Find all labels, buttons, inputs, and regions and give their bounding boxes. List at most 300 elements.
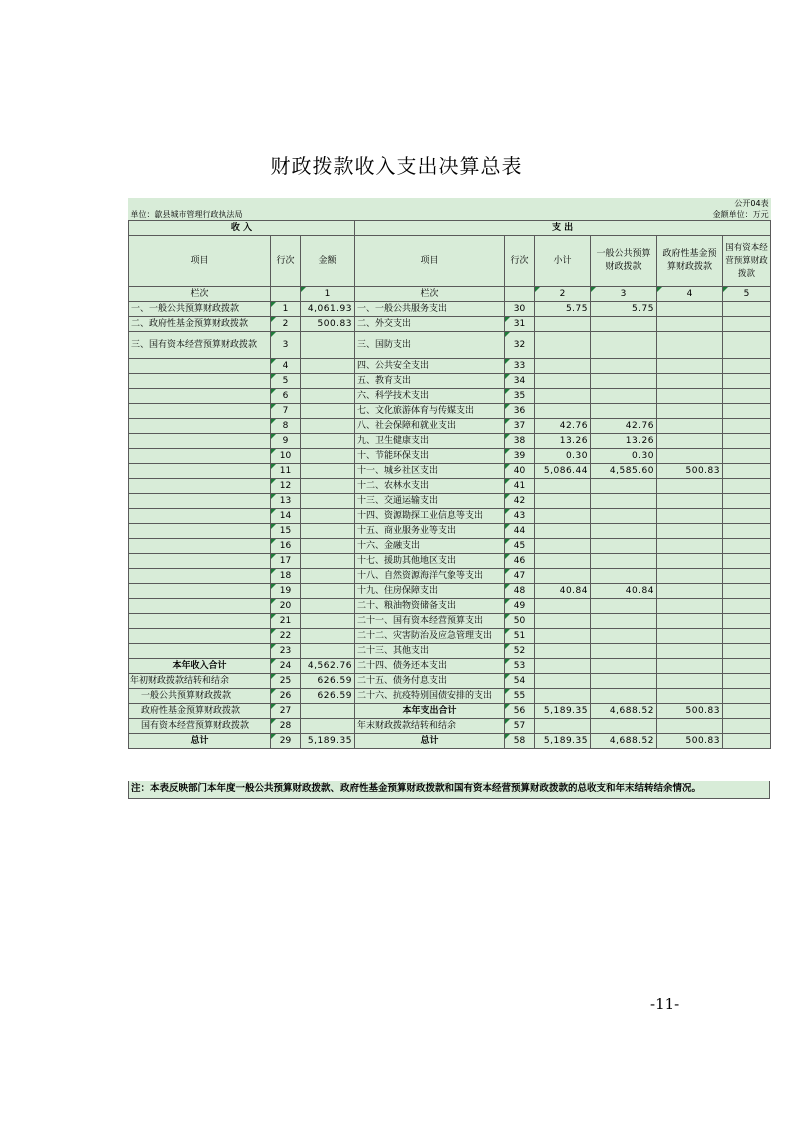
general-budget-amount xyxy=(591,569,657,584)
expense-row-no: 54 xyxy=(505,674,535,689)
table-row xyxy=(129,734,771,749)
income-amount xyxy=(301,644,355,659)
section-header-row xyxy=(129,221,771,236)
expense-item: 十、节能环保支出 xyxy=(355,449,505,464)
income-item: 总计 xyxy=(129,734,271,749)
income-row-no: 2 xyxy=(271,317,301,332)
income-row-no: 26 xyxy=(271,689,301,704)
expense-subtotal: 5,189.35 xyxy=(535,734,591,749)
col-index-1: 1 xyxy=(301,287,355,302)
state-capital-amount xyxy=(723,479,771,494)
state-capital-amount xyxy=(723,449,771,464)
income-row-no: 1 xyxy=(271,302,301,317)
income-row-no: 5 xyxy=(271,374,301,389)
general-budget-amount xyxy=(591,404,657,419)
gov-fund-amount xyxy=(657,449,723,464)
expense-row-no: 31 xyxy=(505,317,535,332)
expense-row-no: 32 xyxy=(505,332,535,359)
expense-item: 六、科学技术支出 xyxy=(355,389,505,404)
table-row xyxy=(129,419,771,434)
income-row-no: 16 xyxy=(271,539,301,554)
table-row xyxy=(129,629,771,644)
state-capital-amount xyxy=(723,317,771,332)
state-capital-amount xyxy=(723,584,771,599)
expense-row-no: 37 xyxy=(505,419,535,434)
expense-subtotal xyxy=(535,389,591,404)
expense-row-no: 58 xyxy=(505,734,535,749)
expense-row-no: 35 xyxy=(505,389,535,404)
table-row xyxy=(129,719,771,734)
unit-row xyxy=(129,209,771,221)
state-capital-amount xyxy=(723,569,771,584)
income-item: 年初财政拨款结转和结余 xyxy=(129,674,271,689)
table-row xyxy=(129,614,771,629)
general-budget-amount xyxy=(591,332,657,359)
col-income-item: 项目 xyxy=(129,236,271,287)
col-index-3: 3 xyxy=(591,287,657,302)
income-item xyxy=(129,479,271,494)
table-row xyxy=(129,599,771,614)
expense-subtotal xyxy=(535,539,591,554)
expense-item: 四、公共安全支出 xyxy=(355,359,505,374)
state-capital-amount xyxy=(723,404,771,419)
general-budget-amount xyxy=(591,659,657,674)
col-index-label-2: 栏次 xyxy=(355,287,505,302)
table-row xyxy=(129,554,771,569)
income-item xyxy=(129,464,271,479)
page-title: 财政拨款收入支出决算总表 xyxy=(270,154,523,178)
income-amount xyxy=(301,629,355,644)
unit-label: 单位：歙县城市管理行政执法局 xyxy=(130,210,243,219)
state-capital-amount xyxy=(723,359,771,374)
table-row xyxy=(129,689,771,704)
expense-item: 七、文化旅游体育与传媒支出 xyxy=(355,404,505,419)
income-row-no: 23 xyxy=(271,644,301,659)
general-budget-amount: 4,688.52 xyxy=(591,734,657,749)
general-budget-amount xyxy=(591,614,657,629)
general-budget-amount xyxy=(591,509,657,524)
general-budget-amount: 42.76 xyxy=(591,419,657,434)
state-capital-amount xyxy=(723,524,771,539)
income-row-no: 7 xyxy=(271,404,301,419)
income-item xyxy=(129,449,271,464)
gov-fund-amount xyxy=(657,599,723,614)
income-row-no: 22 xyxy=(271,629,301,644)
expense-row-no: 39 xyxy=(505,449,535,464)
gov-fund-amount xyxy=(657,419,723,434)
gov-fund-amount: 500.83 xyxy=(657,464,723,479)
income-row-no: 13 xyxy=(271,494,301,509)
income-row-no: 9 xyxy=(271,434,301,449)
income-amount xyxy=(301,464,355,479)
state-capital-amount xyxy=(723,539,771,554)
income-item xyxy=(129,434,271,449)
general-budget-amount xyxy=(591,374,657,389)
expense-subtotal: 13.26 xyxy=(535,434,591,449)
expense-item: 二十、粮油物资储备支出 xyxy=(355,599,505,614)
expense-item: 本年支出合计 xyxy=(355,704,505,719)
expense-item: 十七、援助其他地区支出 xyxy=(355,554,505,569)
expense-row-no: 41 xyxy=(505,479,535,494)
income-row-no: 4 xyxy=(271,359,301,374)
general-budget-amount xyxy=(591,674,657,689)
general-budget-amount: 5.75 xyxy=(591,302,657,317)
gov-fund-amount xyxy=(657,629,723,644)
table-row xyxy=(129,659,771,674)
spreadsheet-grid xyxy=(128,198,771,749)
gov-fund-amount xyxy=(657,317,723,332)
expense-row-no: 34 xyxy=(505,374,535,389)
income-item xyxy=(129,584,271,599)
state-capital-amount xyxy=(723,734,771,749)
col-index-2: 2 xyxy=(535,287,591,302)
income-amount xyxy=(301,374,355,389)
income-item xyxy=(129,359,271,374)
general-budget-amount: 4,585.60 xyxy=(591,464,657,479)
general-budget-amount xyxy=(591,599,657,614)
table-row xyxy=(129,449,771,464)
table-note: 注：本表反映部门本年度一般公共预算财政拨款、政府性基金预算财政拨款和国有资本经营预算财政拨款的总收支和年末结转结余情况。 xyxy=(128,781,770,799)
income-amount xyxy=(301,449,355,464)
general-budget-amount xyxy=(591,719,657,734)
income-row-no: 20 xyxy=(271,599,301,614)
state-capital-amount xyxy=(723,332,771,359)
income-item xyxy=(129,614,271,629)
general-budget-amount: 13.26 xyxy=(591,434,657,449)
col-gov-fund: 政府性基金预算财政拨款 xyxy=(657,236,723,287)
expense-row-no: 45 xyxy=(505,539,535,554)
expense-row-no: 49 xyxy=(505,599,535,614)
table-row xyxy=(129,584,771,599)
expense-subtotal xyxy=(535,404,591,419)
income-item xyxy=(129,389,271,404)
state-capital-amount xyxy=(723,302,771,317)
general-budget-amount xyxy=(591,629,657,644)
gov-fund-amount xyxy=(657,374,723,389)
income-amount: 626.59 xyxy=(301,674,355,689)
expense-subtotal xyxy=(535,674,591,689)
income-item xyxy=(129,404,271,419)
gov-fund-amount xyxy=(657,434,723,449)
col-state-capital: 国有资本经营预算财政拨款 xyxy=(723,236,771,287)
income-row-no: 18 xyxy=(271,569,301,584)
col-index-label: 栏次 xyxy=(129,287,271,302)
income-row-no: 3 xyxy=(271,332,301,359)
income-row-no: 27 xyxy=(271,704,301,719)
gov-fund-amount xyxy=(657,404,723,419)
income-item xyxy=(129,524,271,539)
expense-subtotal: 40.84 xyxy=(535,584,591,599)
income-item: 本年收入合计 xyxy=(129,659,271,674)
gov-fund-amount xyxy=(657,389,723,404)
expense-row-no: 46 xyxy=(505,554,535,569)
income-item xyxy=(129,599,271,614)
income-item xyxy=(129,554,271,569)
gov-fund-amount xyxy=(657,554,723,569)
income-item: 一、一般公共预算财政拨款 xyxy=(129,302,271,317)
expense-item: 十三、交通运输支出 xyxy=(355,494,505,509)
expense-subtotal xyxy=(535,569,591,584)
gov-fund-amount xyxy=(657,539,723,554)
state-capital-amount xyxy=(723,509,771,524)
general-budget-amount: 0.30 xyxy=(591,449,657,464)
expense-subtotal: 0.30 xyxy=(535,449,591,464)
table-row xyxy=(129,674,771,689)
column-index-row xyxy=(129,287,771,302)
expense-subtotal xyxy=(535,644,591,659)
expense-subtotal xyxy=(535,599,591,614)
table-row xyxy=(129,389,771,404)
income-amount: 500.83 xyxy=(301,317,355,332)
gov-fund-amount xyxy=(657,719,723,734)
expense-row-no: 48 xyxy=(505,584,535,599)
expense-item: 十一、城乡社区支出 xyxy=(355,464,505,479)
income-item: 国有资本经营预算财政拨款 xyxy=(129,719,271,734)
income-amount xyxy=(301,404,355,419)
expense-subtotal xyxy=(535,332,591,359)
table-row xyxy=(129,494,771,509)
expense-item: 一、一般公共服务支出 xyxy=(355,302,505,317)
final-accounts-table xyxy=(128,198,770,749)
col-income-rowno: 行次 xyxy=(271,236,301,287)
general-budget-amount xyxy=(591,554,657,569)
income-amount xyxy=(301,704,355,719)
income-item xyxy=(129,569,271,584)
income-amount xyxy=(301,719,355,734)
general-budget-amount xyxy=(591,317,657,332)
income-row-no: 15 xyxy=(271,524,301,539)
table-row xyxy=(129,302,771,317)
income-row-no: 14 xyxy=(271,509,301,524)
income-row-no: 24 xyxy=(271,659,301,674)
gov-fund-amount xyxy=(657,644,723,659)
expense-item: 二十二、灾害防治及应急管理支出 xyxy=(355,629,505,644)
expense-subtotal xyxy=(535,494,591,509)
income-item xyxy=(129,539,271,554)
income-row-no: 29 xyxy=(271,734,301,749)
state-capital-amount xyxy=(723,704,771,719)
income-amount xyxy=(301,479,355,494)
general-budget-amount xyxy=(591,524,657,539)
expense-subtotal xyxy=(535,479,591,494)
gov-fund-amount xyxy=(657,359,723,374)
income-item: 二、政府性基金预算财政拨款 xyxy=(129,317,271,332)
gov-fund-amount xyxy=(657,302,723,317)
income-row-no: 6 xyxy=(271,389,301,404)
table-row xyxy=(129,374,771,389)
income-item xyxy=(129,494,271,509)
general-budget-amount xyxy=(591,644,657,659)
expense-subtotal: 5,086.44 xyxy=(535,464,591,479)
state-capital-amount xyxy=(723,719,771,734)
expense-item: 十九、住房保障支出 xyxy=(355,584,505,599)
state-capital-amount xyxy=(723,674,771,689)
expense-row-no: 56 xyxy=(505,704,535,719)
page-number: -11- xyxy=(650,995,680,1013)
income-amount: 4,562.76 xyxy=(301,659,355,674)
expense-item: 九、卫生健康支出 xyxy=(355,434,505,449)
expense-subtotal xyxy=(535,374,591,389)
income-item: 政府性基金预算财政拨款 xyxy=(129,704,271,719)
general-budget-amount xyxy=(591,359,657,374)
income-amount xyxy=(301,389,355,404)
income-amount: 626.59 xyxy=(301,689,355,704)
expense-item: 二十三、其他支出 xyxy=(355,644,505,659)
state-capital-amount xyxy=(723,494,771,509)
expense-item: 十四、资源勘探工业信息等支出 xyxy=(355,509,505,524)
expense-item: 十五、商业服务业等支出 xyxy=(355,524,505,539)
expense-item: 年末财政拨款结转和结余 xyxy=(355,719,505,734)
expense-row-no: 55 xyxy=(505,689,535,704)
table-row xyxy=(129,704,771,719)
table-row xyxy=(129,479,771,494)
expense-subtotal xyxy=(535,524,591,539)
gov-fund-amount xyxy=(657,494,723,509)
gov-fund-amount: 500.83 xyxy=(657,704,723,719)
income-item xyxy=(129,374,271,389)
state-capital-amount xyxy=(723,689,771,704)
gov-fund-amount xyxy=(657,479,723,494)
income-row-no: 10 xyxy=(271,449,301,464)
expense-item: 十六、金融支出 xyxy=(355,539,505,554)
expense-item: 三、国防支出 xyxy=(355,332,505,359)
expense-subtotal xyxy=(535,614,591,629)
income-row-no: 8 xyxy=(271,419,301,434)
col-expense-item: 项目 xyxy=(355,236,505,287)
expense-subtotal xyxy=(535,719,591,734)
expense-subtotal xyxy=(535,689,591,704)
general-budget-amount xyxy=(591,479,657,494)
income-item xyxy=(129,419,271,434)
general-budget-amount xyxy=(591,539,657,554)
expense-row-no: 52 xyxy=(505,644,535,659)
expense-subtotal: 42.76 xyxy=(535,419,591,434)
state-capital-amount xyxy=(723,374,771,389)
expense-row-no: 42 xyxy=(505,494,535,509)
expense-item: 总计 xyxy=(355,734,505,749)
state-capital-amount xyxy=(723,464,771,479)
gov-fund-amount xyxy=(657,584,723,599)
expense-item: 二十五、债务付息支出 xyxy=(355,674,505,689)
table-row xyxy=(129,359,771,374)
expense-row-no: 44 xyxy=(505,524,535,539)
table-row xyxy=(129,509,771,524)
table-row xyxy=(129,644,771,659)
income-amount xyxy=(301,539,355,554)
income-row-no: 17 xyxy=(271,554,301,569)
table-row xyxy=(129,464,771,479)
col-general-budget: 一般公共预算财政拨款 xyxy=(591,236,657,287)
income-item: 一般公共预算财政拨款 xyxy=(129,689,271,704)
gov-fund-amount xyxy=(657,689,723,704)
income-item: 三、国有资本经营预算财政拨款 xyxy=(129,332,271,359)
income-amount: 5,189.35 xyxy=(301,734,355,749)
expense-item: 二十四、债务还本支出 xyxy=(355,659,505,674)
gov-fund-amount xyxy=(657,509,723,524)
table-row xyxy=(129,317,771,332)
expense-item: 二十六、抗疫特别国债安排的支出 xyxy=(355,689,505,704)
income-amount xyxy=(301,569,355,584)
gov-fund-amount xyxy=(657,332,723,359)
expense-row-no: 36 xyxy=(505,404,535,419)
col-index-5: 5 xyxy=(723,287,771,302)
column-header-row xyxy=(129,236,771,287)
expense-item: 二十一、国有资本经营预算支出 xyxy=(355,614,505,629)
table-row xyxy=(129,524,771,539)
table-row xyxy=(129,569,771,584)
income-row-no: 25 xyxy=(271,674,301,689)
gov-fund-amount xyxy=(657,569,723,584)
state-capital-amount xyxy=(723,554,771,569)
table-row xyxy=(129,539,771,554)
amount-unit: 金额单位：万元 xyxy=(712,210,769,219)
income-header: 收 入 xyxy=(129,221,355,236)
state-capital-amount xyxy=(723,659,771,674)
expense-item: 十八、自然资源海洋气象等支出 xyxy=(355,569,505,584)
income-amount xyxy=(301,524,355,539)
form-code-row xyxy=(129,198,771,209)
general-budget-amount xyxy=(591,389,657,404)
income-amount xyxy=(301,509,355,524)
table-row xyxy=(129,434,771,449)
expense-item: 五、教育支出 xyxy=(355,374,505,389)
expense-item: 八、社会保障和就业支出 xyxy=(355,419,505,434)
expense-row-no: 43 xyxy=(505,509,535,524)
income-row-no: 19 xyxy=(271,584,301,599)
state-capital-amount xyxy=(723,389,771,404)
expense-subtotal xyxy=(535,554,591,569)
expense-subtotal: 5,189.35 xyxy=(535,704,591,719)
state-capital-amount xyxy=(723,434,771,449)
expense-row-no: 50 xyxy=(505,614,535,629)
income-amount xyxy=(301,584,355,599)
col-expense-rowno: 行次 xyxy=(505,236,535,287)
general-budget-amount xyxy=(591,494,657,509)
expense-row-no: 53 xyxy=(505,659,535,674)
general-budget-amount xyxy=(591,689,657,704)
state-capital-amount xyxy=(723,629,771,644)
income-row-no: 28 xyxy=(271,719,301,734)
gov-fund-amount xyxy=(657,659,723,674)
income-amount xyxy=(301,332,355,359)
expense-subtotal xyxy=(535,509,591,524)
gov-fund-amount xyxy=(657,674,723,689)
expense-subtotal xyxy=(535,317,591,332)
income-amount: 4,061.93 xyxy=(301,302,355,317)
gov-fund-amount xyxy=(657,614,723,629)
col-index-4: 4 xyxy=(657,287,723,302)
expense-row-no: 40 xyxy=(505,464,535,479)
income-amount xyxy=(301,614,355,629)
state-capital-amount xyxy=(723,614,771,629)
form-code: 公开04表 xyxy=(734,199,769,208)
state-capital-amount xyxy=(723,599,771,614)
expense-subtotal xyxy=(535,359,591,374)
col-subtotal: 小计 xyxy=(535,236,591,287)
income-amount xyxy=(301,494,355,509)
income-amount xyxy=(301,599,355,614)
general-budget-amount: 4,688.52 xyxy=(591,704,657,719)
income-amount xyxy=(301,419,355,434)
income-row-no: 12 xyxy=(271,479,301,494)
income-amount xyxy=(301,434,355,449)
income-item xyxy=(129,509,271,524)
income-row-no: 11 xyxy=(271,464,301,479)
gov-fund-amount xyxy=(657,524,723,539)
general-budget-amount: 40.84 xyxy=(591,584,657,599)
table-row xyxy=(129,404,771,419)
state-capital-amount xyxy=(723,644,771,659)
